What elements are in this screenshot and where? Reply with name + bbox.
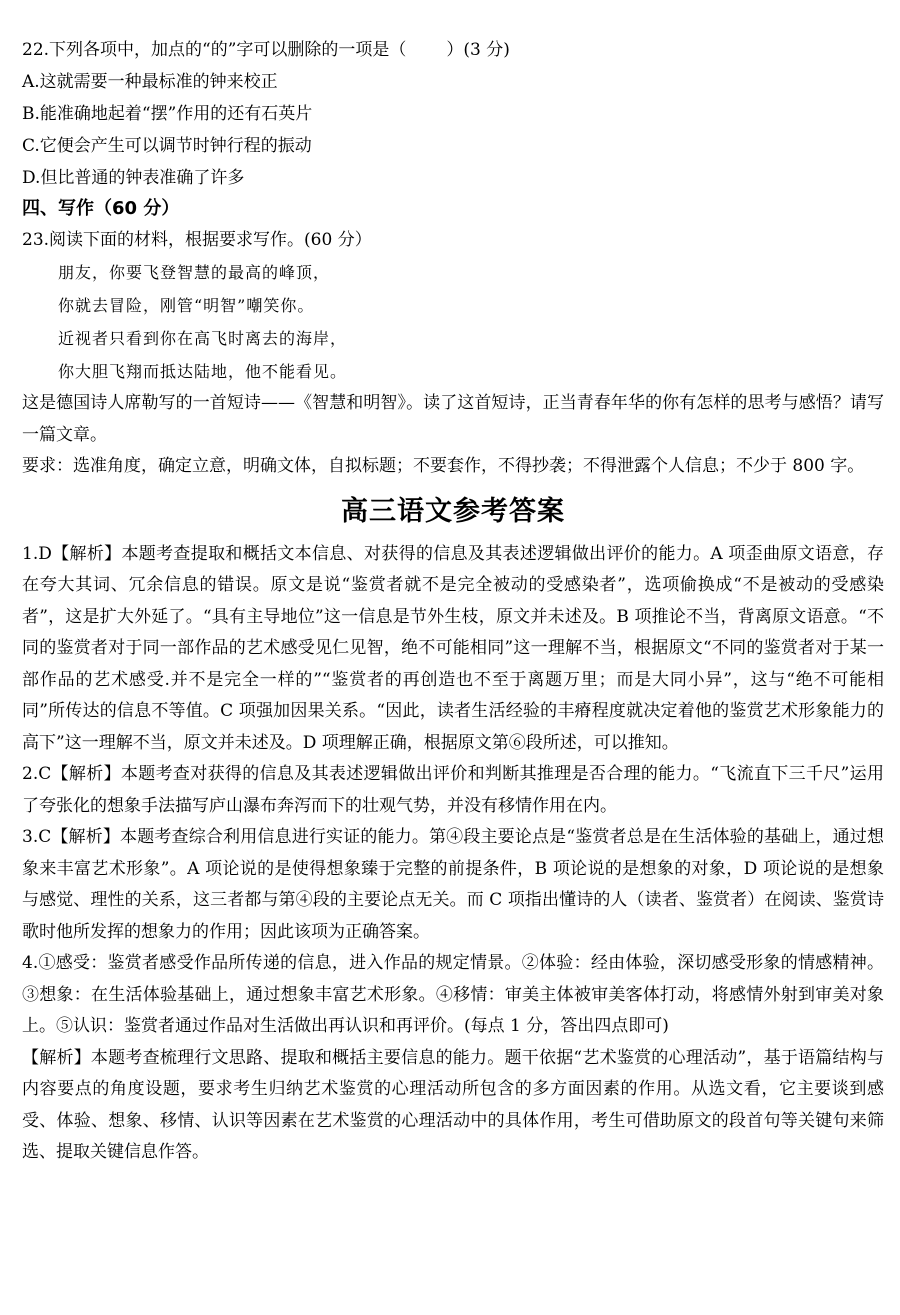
- option-c: C.它便会产生可以调节时钟行程的振动: [22, 136, 312, 156]
- question-22-stem-text: 22.下列各项中，加点的“的”字可以删除的一项是（: [22, 40, 407, 60]
- answer-item: 1.D【解析】本题考查提取和概括文本信息、对获得的信息及其表述逻辑做出评价的能力。A 项歪曲原文语意，存在夸大其词、冗余信息的错误。原文是说“鉴赏者就不是完全被动的受感染者”，选项偷换成“不是被动的受感染者”，这是扩大外延了。“具有主导地位”这一信息是节外生枝，原文并未述及。B 项推论不当，背离原文语意。“不同的鉴赏者对于同一部作品的艺术感受见仁见智，绝不可能相同”这一理解不当，根据原文“不同的鉴赏者对于某一部作品的艺术感受.并不是完全一样的”“鉴赏者的再创造也不至于离题万里；而是大同小异”，这与“绝不可能相同”所传达的信息不等值。C 项强加因果关系。“因此，读者生活经验的丰瘠程度就决定着他的鉴赏艺术形象能力的高下”这一理解不当，原文并未述及。D 项理解正确，根据原文第⑥段所述，可以推知。: [22, 543, 884, 753]
- section-heading-writing: 四、写作（60 分）: [22, 198, 180, 219]
- answer-key-title: 高三语文参考答案: [341, 495, 565, 527]
- answer-analysis: 【解析】本题考查梳理行文思路、提取和概括主要信息的能力。题干依据“艺术鉴赏的心理活动”，基于语篇结构与内容要点的角度设题，要求考生归纳艺术鉴赏的心理活动所包含的多方面因素的作用。从选文看，它主要谈到感受、体验、想象、移情、认识等因素在艺术鉴赏的心理活动中的具体作用，考生可借助原文的段首句等关键句来筛选、提取关键信息作答。: [22, 1047, 884, 1162]
- question-23-stem: 23.阅读下面的材料，根据要求写作。(60 分）: [22, 230, 372, 250]
- exam-page: [22, 34, 884, 1169]
- writing-prompt: 这是德国诗人席勒写的一首短诗——《智慧和明智》。读了这首短诗，正当青春年华的你有怎样的思考与感悟？请写一篇文章。: [22, 393, 884, 445]
- answer-item: 3.C【解析】本题考查综合利用信息进行实证的能力。第④段主要论点是“鉴赏者总是在生活体验的基础上，通过想象来丰富艺术形象”。A 项论说的是使得想象臻于完整的前提条件，B 项论说的是想象的对象，D 项论说的是想象与感觉、理性的关系，这三者都与第④段的主要论点无关。而 C 项指出懂诗的人（读者、鉴赏者）在阅读、鉴赏诗歌时他所发挥的想象力的作用；因此该项为正确答案。: [22, 827, 884, 942]
- question-22-stem: [22, 34, 884, 66]
- option-b: B.能准确地起着“摆”作用的还有石英片: [22, 104, 313, 124]
- poem-line: 你大胆飞翔而抵达陆地，他不能看见。: [58, 362, 348, 381]
- answer-item: 2.C【解析】本题考查对获得的信息及其表述逻辑做出评价和判断其推理是否合理的能力。“飞流直下三千尺”运用了夸张化的想象手法描写庐山瀑布奔泻而下的壮观气势，并没有移情作用在内。: [22, 764, 884, 816]
- poem-line: 近视者只看到你在高飞时离去的海岸，: [58, 329, 348, 348]
- option-d: D.但比普通的钟表准确了许多: [22, 168, 245, 188]
- poem-line: 朋友，你要飞登智慧的最高的峰顶，: [58, 263, 331, 282]
- option-a: A.这就需要一种最标准的钟来校正: [22, 72, 278, 92]
- poem-block: [22, 256, 884, 388]
- writing-requirements: 要求：选准角度，确定立意，明确文体，自拟标题；不要套作，不得抄袭；不得泄露个人信息；不少于 800 字。: [22, 456, 865, 476]
- question-22-points: ）(3 分): [446, 40, 510, 60]
- answer-item: 4.①感受：鉴赏者感受作品所传递的信息，进入作品的规定情景。②体验：经由体验，深切感受形象的情感精神。③想象：在生活体验基础上，通过想象丰富艺术形象。④移情：审美主体被审美客体打动，将感情外射到审美对象上。⑤认识：鉴赏者通过作品对生活做出再认识和再评价。(每点 1 分，答出四点即可): [22, 953, 884, 1036]
- poem-line: 你就去冒险，刚管“明智”嘲笑你。: [58, 296, 315, 315]
